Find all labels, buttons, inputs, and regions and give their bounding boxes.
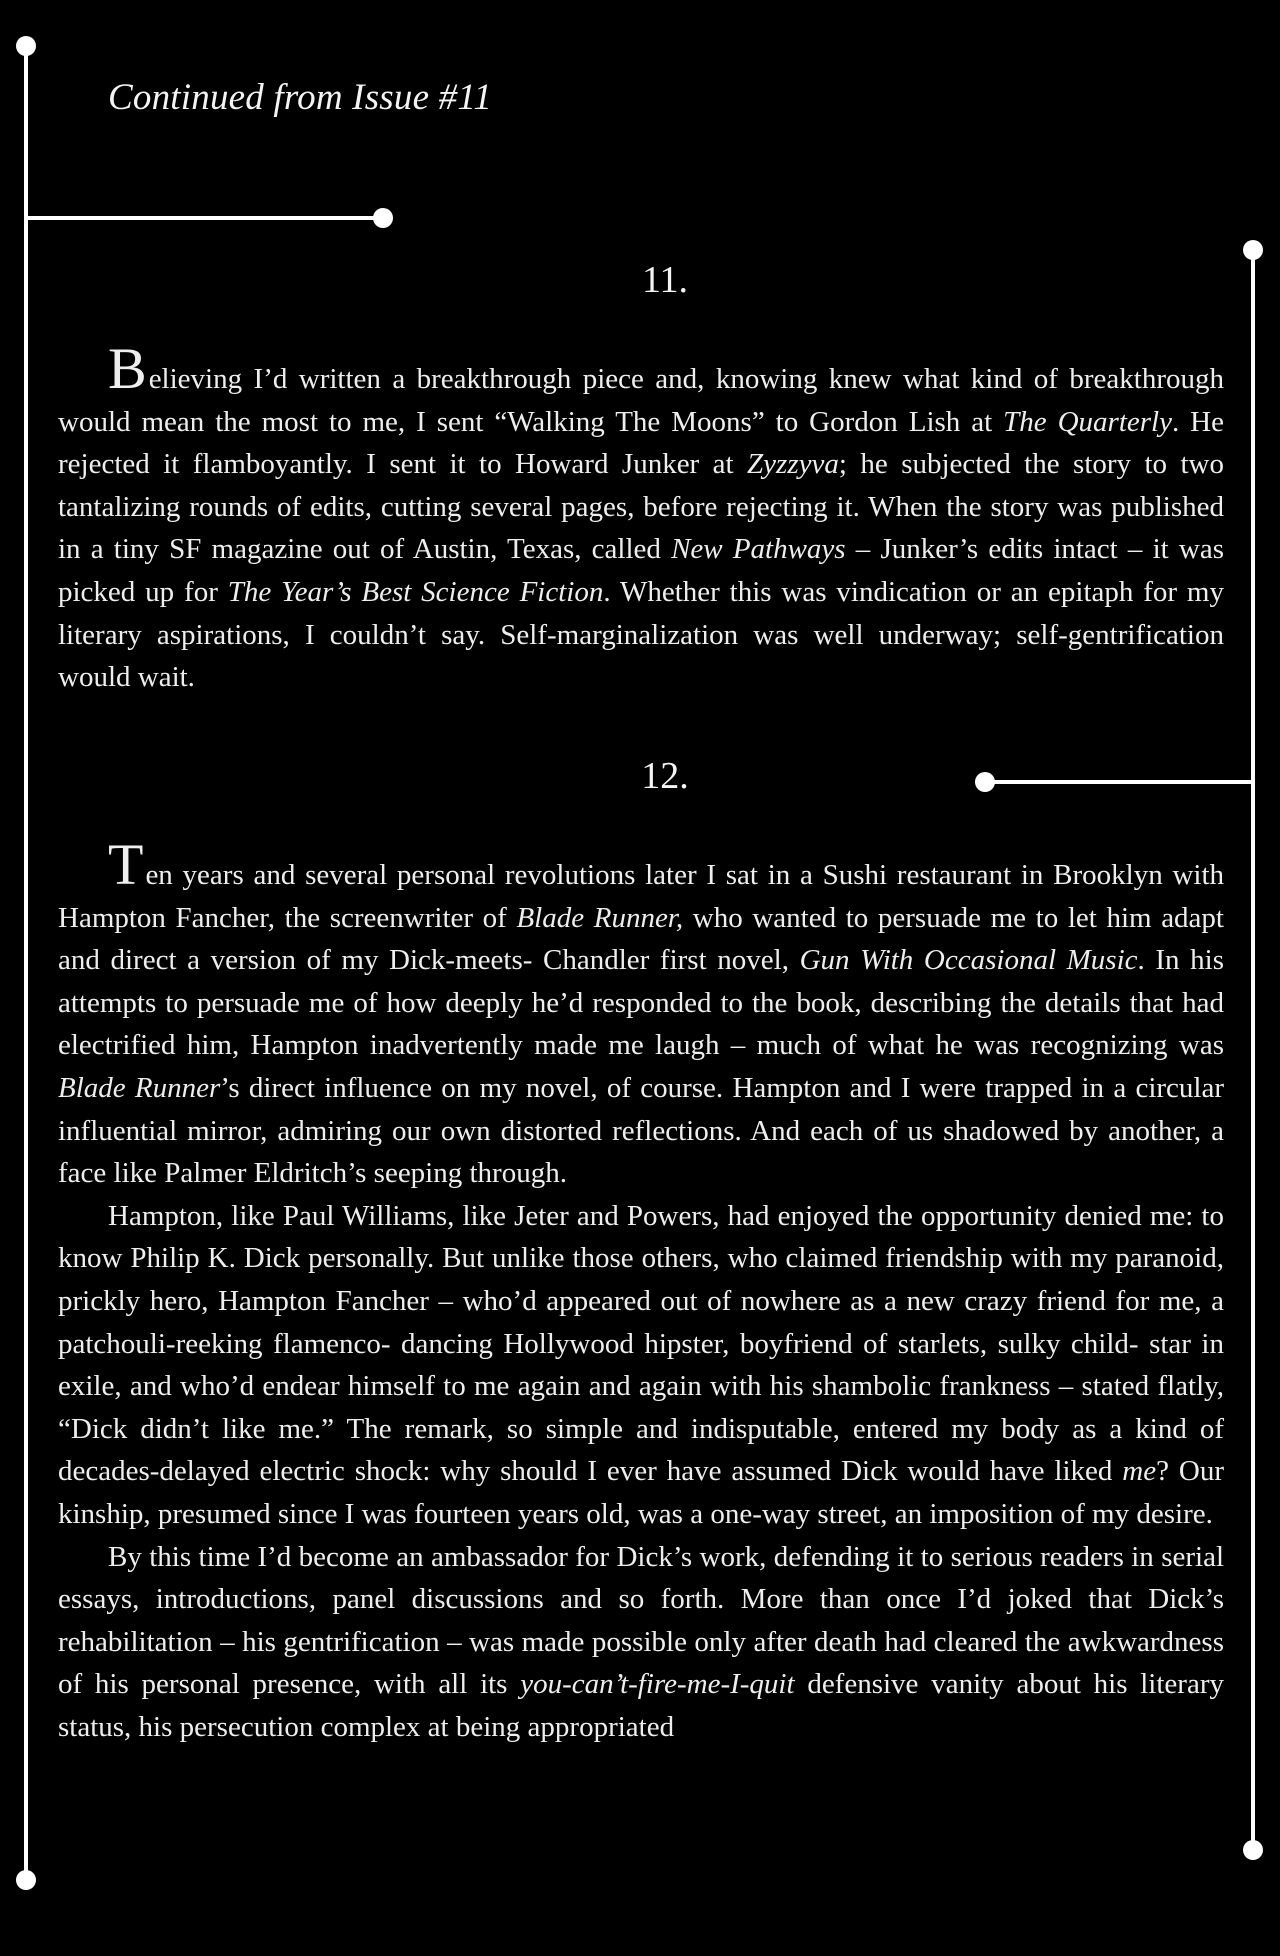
left-top-node (16, 36, 36, 56)
right-top-node (1243, 240, 1263, 260)
section-12-paragraph-3 (58, 1536, 1224, 1749)
italic-title: New Pathways (671, 533, 846, 566)
continued-from-note: Continued from Issue #11 (108, 77, 493, 118)
text-run: . Whether this was vindication or an epitaph for my literary aspirations, I couldn’t say. Self-marginalization was well underway; self-gentrification would wait. (58, 575, 1224, 694)
text-run: . In his attempts to persuade me of how deeply he’d responded to the book, describing the details that had electrified him, Hampton inadvertently made me laugh – much of what he was recognizing was (58, 944, 1225, 1062)
italic-title: The Quarterly (1003, 405, 1172, 438)
text-run: defensive vanity about his literary status, his persecution complex at being appropriated (58, 1668, 1224, 1743)
text-run: en years and several personal revolutions later I sat in a Sushi restaurant in Brooklyn with Hampton Fancher, the screenwriter of (58, 859, 1224, 934)
section-11-body (58, 336, 1224, 699)
italic-title: Zyzzyva (747, 448, 839, 481)
text-run: who wanted to persuade me to let him adapt and direct a version of my Dick-meets- Chandler first novel, (58, 901, 1224, 977)
text-run: ’s direct influence on my novel, of course. Hampton and I were trapped in a circular influential mirror, admiring our own distorted reflections. And each of us shadowed by another, a face like Palmer Eldritch’s seeping through. (58, 1071, 1224, 1190)
section-12-number: 12. (641, 755, 689, 797)
italic-title: Blade Runner, (516, 901, 684, 934)
drop-cap: B (108, 336, 147, 401)
left-branch-node (373, 208, 393, 228)
text-run: ; he subjected the story to two tantalizing rounds of edits, cutting several pages, before rejecting it. When the story was published in a tiny SF magazine out of Austin, Texas, called (58, 448, 1224, 566)
right-bottom-node (1243, 1840, 1263, 1860)
text-run: ? Our kinship, presumed since I was fourteen years old, was a one-way street, an imposition of my desire. (58, 1455, 1224, 1530)
italic-title: Blade Runner (58, 1071, 221, 1104)
drop-cap: T (108, 832, 144, 897)
italic-title: The Year’s Best Science Fiction (227, 575, 604, 608)
section-12-body (58, 832, 1225, 1748)
text-run: Hampton, like Paul Williams, like Jeter and Powers, had enjoyed the opportunity denied me: to know Philip K. Dick personally. But unlike those others, who claimed friendship with my paranoid, prickly hero, Hampton Fancher – who’d appeared out of nowhere as a new crazy friend for me, a patchouli-reeking flamenco- dancing Hollywood hipster, boyfriend of starlets, sulky child- star in exile, and who’d endear himself to me again and again with his shambolic frankness – stated flatly, “Dick didn’t like me.” The remark, so simple and indisputable, entered my body as a kind of decades-delayed electric shock: why should I ever have assumed Dick would have liked (58, 1199, 1224, 1488)
italic-emphasis: you-can’t-fire-me-I-quit (520, 1668, 795, 1701)
section-11-paragraph-1 (58, 336, 1224, 699)
italic-emphasis: me (1122, 1455, 1157, 1488)
section-11-number: 11. (641, 259, 689, 301)
text-run: elieving I’d written a breakthrough piece and, knowing knew what kind of breakthrough would mean the most to me, I sent “Walking The Moons” to Gordon Lish at (58, 363, 1224, 438)
text-run: – Junker’s edits intact – it was picked up for (58, 533, 1224, 608)
text-run: . He rejected it flamboyantly. I sent it to Howard Junker at (58, 405, 1224, 481)
section-12-paragraph-2 (58, 1195, 1224, 1536)
left-bottom-node (16, 1870, 36, 1890)
text-run: By this time I’d become an ambassador for Dick’s work, defending it to serious readers in serial essays, introductions, panel discussions and so forth. More than once I’d joked that Dick’s rehabilitation – his gentrification – was made possible only after death had cleared the awkwardness of his personal presence, with all its (58, 1540, 1224, 1701)
section-12-paragraph-1 (58, 832, 1225, 1195)
italic-title: Gun With Occasional Music (799, 944, 1138, 977)
